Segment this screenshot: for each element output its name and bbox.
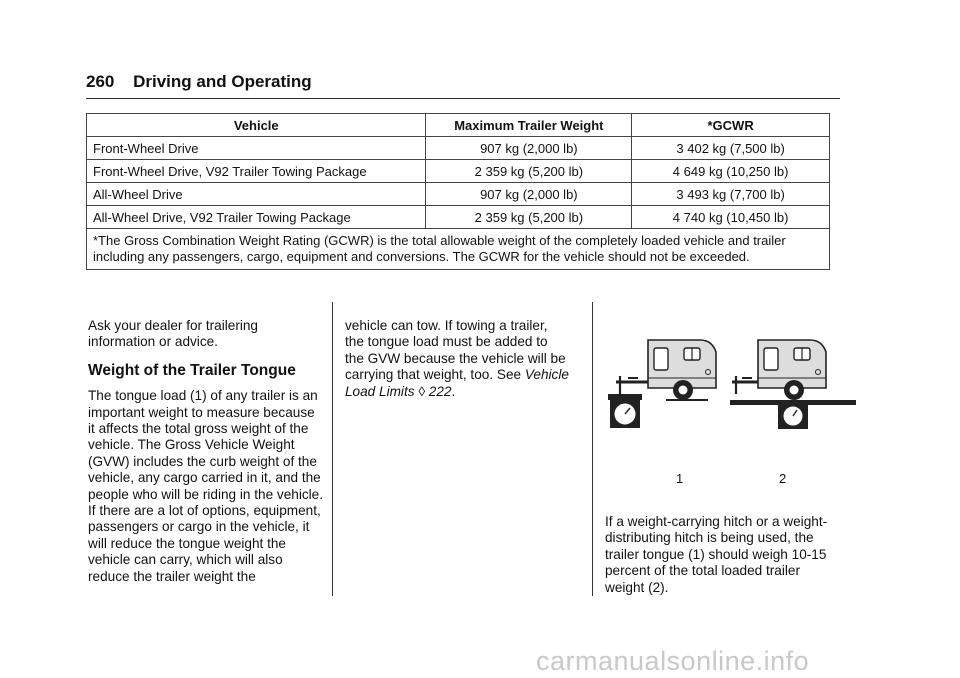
- scale-icon: [730, 400, 856, 429]
- hitch-paragraph: If a weight-carrying hitch or a weight-distributing hitch is being used, the trailer tongue (1) should weigh 10-15 percent of the total loaded trailer weight (2).: [605, 514, 828, 595]
- header-divider: [86, 98, 840, 99]
- table-cell: 2 359 kg (5,200 lb): [426, 206, 632, 229]
- trailer-icon: [616, 340, 716, 400]
- section-title: Driving and Operating: [133, 72, 312, 91]
- page-number: 260: [86, 72, 115, 91]
- table-cell: 4 740 kg (10,450 lb): [632, 206, 830, 229]
- text-column-1: [88, 318, 323, 585]
- column-header-max-trailer-weight: Maximum Trailer Weight: [426, 114, 632, 137]
- table-row: [87, 183, 830, 206]
- paragraph-text: vehicle can tow. If towing a trailer, the tongue load must be added to the GVW because the vehicle will be carrying that weight, too. See: [345, 318, 566, 383]
- column-header-vehicle: Vehicle: [87, 114, 426, 137]
- intro-paragraph: Ask your dealer for trailering information or advice.: [88, 318, 258, 350]
- table-row: [87, 160, 830, 183]
- page-ref-arrow-icon: ◊: [418, 383, 426, 399]
- table-cell: All-Wheel Drive, V92 Trailer Towing Package: [87, 206, 426, 229]
- table-cell: 3 493 kg (7,700 lb): [632, 183, 830, 206]
- table-header-row: [87, 114, 830, 137]
- table-cell: Front-Wheel Drive: [87, 137, 426, 160]
- gcwr-footnote: *The Gross Combination Weight Rating (GCWR) is the total allowable weight of the completely loaded vehicle and trailer including any passengers, cargo, equipment and conversions. The GCWR for the vehicle should not be exceeded.: [87, 229, 830, 270]
- table-cell: 907 kg (2,000 lb): [426, 183, 632, 206]
- table-footnote-row: [87, 229, 830, 270]
- cross-reference-page: 222: [428, 383, 452, 399]
- text-column-2: [345, 318, 570, 400]
- table-row: [87, 137, 830, 160]
- table-row: [87, 206, 830, 229]
- towing-capacity-table: [86, 113, 830, 270]
- table-cell: 3 402 kg (7,500 lb): [632, 137, 830, 160]
- figure-label-1: 1: [676, 471, 684, 486]
- tongue-weight-paragraph: The tongue load (1) of any trailer is an important weight to measure because it affects the total gross weight of the vehicle. The Gross Vehicle Weight (GVW) includes the curb weight of the vehicle, any cargo carried in it, and the people who will be riding in the vehicle. If there are a lot of options, equipment, passengers or cargo in the vehicle, it will reduce the tongue weight the vehicle can carry, which will also reduce the trailer weight the: [88, 388, 324, 584]
- table-cell: 2 359 kg (5,200 lb): [426, 160, 632, 183]
- text-column-3: [605, 514, 830, 596]
- table-cell: 4 649 kg (10,250 lb): [632, 160, 830, 183]
- watermark: carmanualsonline.info: [536, 646, 810, 676]
- sentence-end: .: [451, 383, 456, 399]
- subsection-heading: Weight of the Trailer Tongue: [88, 361, 296, 379]
- column-divider: [332, 302, 333, 596]
- continued-paragraph: [345, 318, 570, 400]
- table-cell: All-Wheel Drive: [87, 183, 426, 206]
- tongue-weight-illustration: [608, 330, 868, 490]
- trailer-scale-diagram: [608, 330, 868, 490]
- table-cell: Front-Wheel Drive, V92 Trailer Towing Package: [87, 160, 426, 183]
- table-cell: 907 kg (2,000 lb): [426, 137, 632, 160]
- cross-reference-title: Vehicle Load Limits: [345, 367, 569, 399]
- trailer-icon: [732, 340, 826, 400]
- page-header: [86, 72, 312, 92]
- column-header-gcwr: *GCWR: [632, 114, 830, 137]
- column-divider: [592, 302, 593, 596]
- scale-icon: [608, 394, 642, 428]
- figure-label-2: 2: [779, 471, 787, 486]
